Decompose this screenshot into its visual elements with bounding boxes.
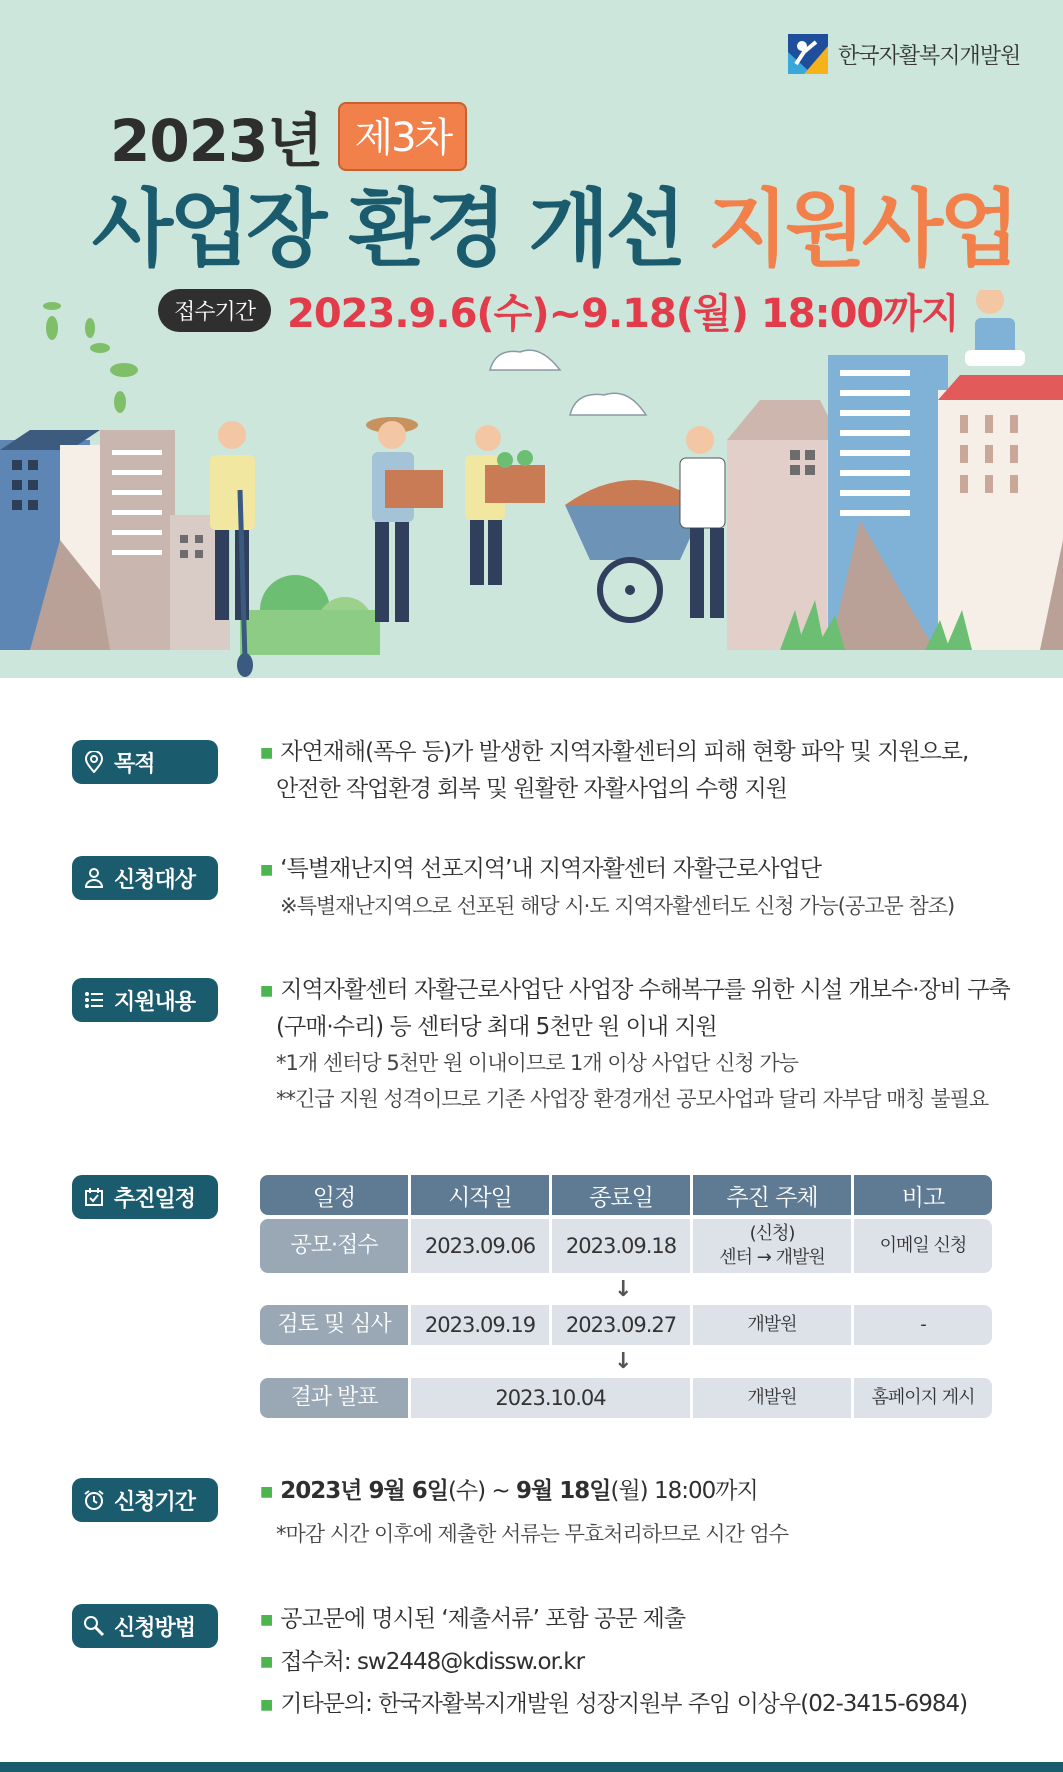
label-purpose-text: 목적 <box>114 751 155 777</box>
period-text: ■ 2023년 9월 6일(수) ~ 9월 18일(월) 18:00까지 *마감 시간 이후에 제출한 서류는 무효처리하므로 시간 엄수 <box>260 1473 788 1552</box>
label-schedule-text: 추진일정 <box>114 1186 196 1212</box>
leaves-icon <box>43 302 138 413</box>
person-icon <box>82 866 106 890</box>
table-row-2-stage: 검토 및 심사 <box>260 1305 408 1345</box>
label-period-text: 신청기간 <box>114 1489 196 1515</box>
table-header-stage: 일정 <box>260 1175 408 1215</box>
support-line-1: 지역자활센터 자활근로사업단 사업장 수해복구를 위한 시설 개보수·장비 구축 <box>280 977 1010 1003</box>
org-name: 한국자활복지개발원 <box>838 43 1021 69</box>
table-row-2-remark: - <box>854 1305 992 1345</box>
table-row-2-actor: 개발원 <box>693 1305 851 1345</box>
cloud-icon <box>490 350 646 415</box>
logo-mark-icon <box>788 34 828 74</box>
period-start-date: 2023년 9월 6일 <box>280 1478 448 1504</box>
round-badge: 제3차 <box>338 102 467 171</box>
table-row-1-stage: 공모·접수 <box>260 1219 408 1273</box>
table-row-2-start: 2023.09.19 <box>411 1305 549 1345</box>
worker-with-box <box>366 417 443 622</box>
year-text: 2023년 <box>110 107 323 175</box>
target-line: ‘특별재난지역 선포지역’내 지역자활센터 자활근로사업단 <box>280 856 822 882</box>
table-header-actor: 추진 주체 <box>693 1175 851 1215</box>
purpose-line-1: 자연재해(폭우 등)가 발생한 지역자활센터의 피해 현황 파악 및 지원으로, <box>280 739 969 765</box>
method-email[interactable]: 접수처: sw2448@kdissw.or.kr <box>280 1648 585 1675</box>
alarm-clock-icon <box>82 1488 106 1512</box>
label-period <box>72 1478 218 1522</box>
method-line-1: 공고문에 명시된 ‘제출서류’ 포함 공문 제출 <box>280 1606 686 1632</box>
search-icon <box>82 1614 106 1638</box>
table-header-remark: 비고 <box>854 1175 992 1215</box>
arrow-down-icon: ↓ <box>614 1349 633 1374</box>
table-row-1-actor <box>693 1219 851 1273</box>
arrow-down-icon: ↓ <box>614 1277 633 1302</box>
table-row-1-start: 2023.09.06 <box>411 1219 549 1273</box>
label-support-text: 지원내용 <box>114 989 196 1015</box>
method-text: ■ 공고문에 명시된 ‘제출서류’ 포함 공문 제출 ■ 접수처: sw2448@kdissw.or.kr ■ 기타문의: 한국자활복지개발원 성장지원부 주임 이상우(02-3415-6984) <box>260 1606 968 1717</box>
table-row-3-actor: 개발원 <box>693 1378 851 1418</box>
table-row-1-remark: 이메일 신청 <box>854 1219 992 1273</box>
purpose-line-2: 안전한 작업환경 회복 및 원활한 자활사업의 수행 지원 <box>276 775 787 802</box>
title-accent: 지원사업 <box>707 180 1017 278</box>
location-pin-icon <box>82 750 106 774</box>
label-purpose <box>72 740 218 784</box>
support-note-2: **긴급 지원 성격이므로 기존 사업장 환경개선 공모사업과 달리 자부담 매칭 불필요 <box>276 1086 989 1111</box>
target-text: ■ ‘특별재난지역 선포지역’내 지역자활센터 자활근로사업단 ※특별재난지역으로 선포된 해당 시·도 지역자활센터도 신청 가능(공고문 참조) <box>260 851 954 924</box>
period-start-day: (수) ~ <box>447 1478 516 1504</box>
target-note: ※특별재난지역으로 선포된 해당 시·도 지역자활센터도 신청 가능(공고문 참조) <box>280 893 955 918</box>
worker-on-roof <box>965 290 1025 366</box>
table-header-end: 종료일 <box>552 1175 690 1215</box>
label-method <box>72 1604 218 1648</box>
city-illustration <box>0 290 1063 678</box>
period-note: *마감 시간 이후에 제출한 서류는 무효처리하므로 시간 엄수 <box>276 1521 789 1546</box>
support-text: ■ 지역자활센터 자활근로사업단 사업장 수해복구를 위한 시설 개보수·장비 구축 (구매·수리) 등 센터당 최대 5천만 원 이내 지원 *1개 센터당 5천만 원 이내이므로 1개 이상 사업단 신청 가능 **긴급 지원 성격이므로 기존 사업장 환경개선 공모사업과 달리 자부담 매칭 불필요 <box>260 972 1010 1117</box>
table-row-1-end: 2023.09.18 <box>552 1219 690 1273</box>
worker-with-plants <box>465 425 545 585</box>
table-row-1-actor-line1: (신청) <box>749 1223 795 1244</box>
list-icon <box>82 988 106 1012</box>
org-logo[interactable] <box>788 34 1020 74</box>
support-note-1: *1개 센터당 5천만 원 이내이므로 1개 이상 사업단 신청 가능 <box>276 1050 798 1075</box>
label-method-text: 신청방법 <box>114 1615 196 1641</box>
label-target-text: 신청대상 <box>114 867 196 893</box>
table-row-2-end: 2023.09.27 <box>552 1305 690 1345</box>
table-row-3-remark: 홈페이지 게시 <box>854 1378 992 1418</box>
period-end-date: 9월 18일 <box>516 1478 611 1504</box>
worker-pushing <box>680 426 725 618</box>
table-row-3-date: 2023.10.04 <box>411 1378 690 1418</box>
label-schedule <box>72 1175 218 1219</box>
table-header-start: 시작일 <box>411 1175 549 1215</box>
hero-banner <box>0 0 1063 678</box>
period-label-pill: 접수기간 <box>158 289 271 332</box>
label-support <box>72 978 218 1022</box>
support-line-2: (구매·수리) 등 센터당 최대 5천만 원 이내 지원 <box>276 1013 717 1040</box>
page-title <box>92 162 1016 283</box>
table-row-3-stage: 결과 발표 <box>260 1378 408 1418</box>
label-target <box>72 856 218 900</box>
period-date: 2023.9.6(수)~9.18(월) 18:00까지 <box>287 291 959 337</box>
table-row-1-actor-line2: 센터 → 개발원 <box>719 1247 825 1268</box>
method-contact: 기타문의: 한국자활복지개발원 성장지원부 주임 이상우(02-3415-6984) <box>280 1691 968 1717</box>
calendar-check-icon <box>82 1185 106 1209</box>
period-end-time: (월) 18:00까지 <box>610 1478 758 1504</box>
purpose-text: ■ 자연재해(폭우 등)가 발생한 지역자활센터의 피해 현황 파악 및 지원으로, 안전한 작업환경 회복 및 원활한 자활사업의 수행 지원 <box>260 734 968 807</box>
title-main: 사업장 환경 개선 <box>92 180 683 278</box>
footer-bar <box>0 1762 1063 1772</box>
